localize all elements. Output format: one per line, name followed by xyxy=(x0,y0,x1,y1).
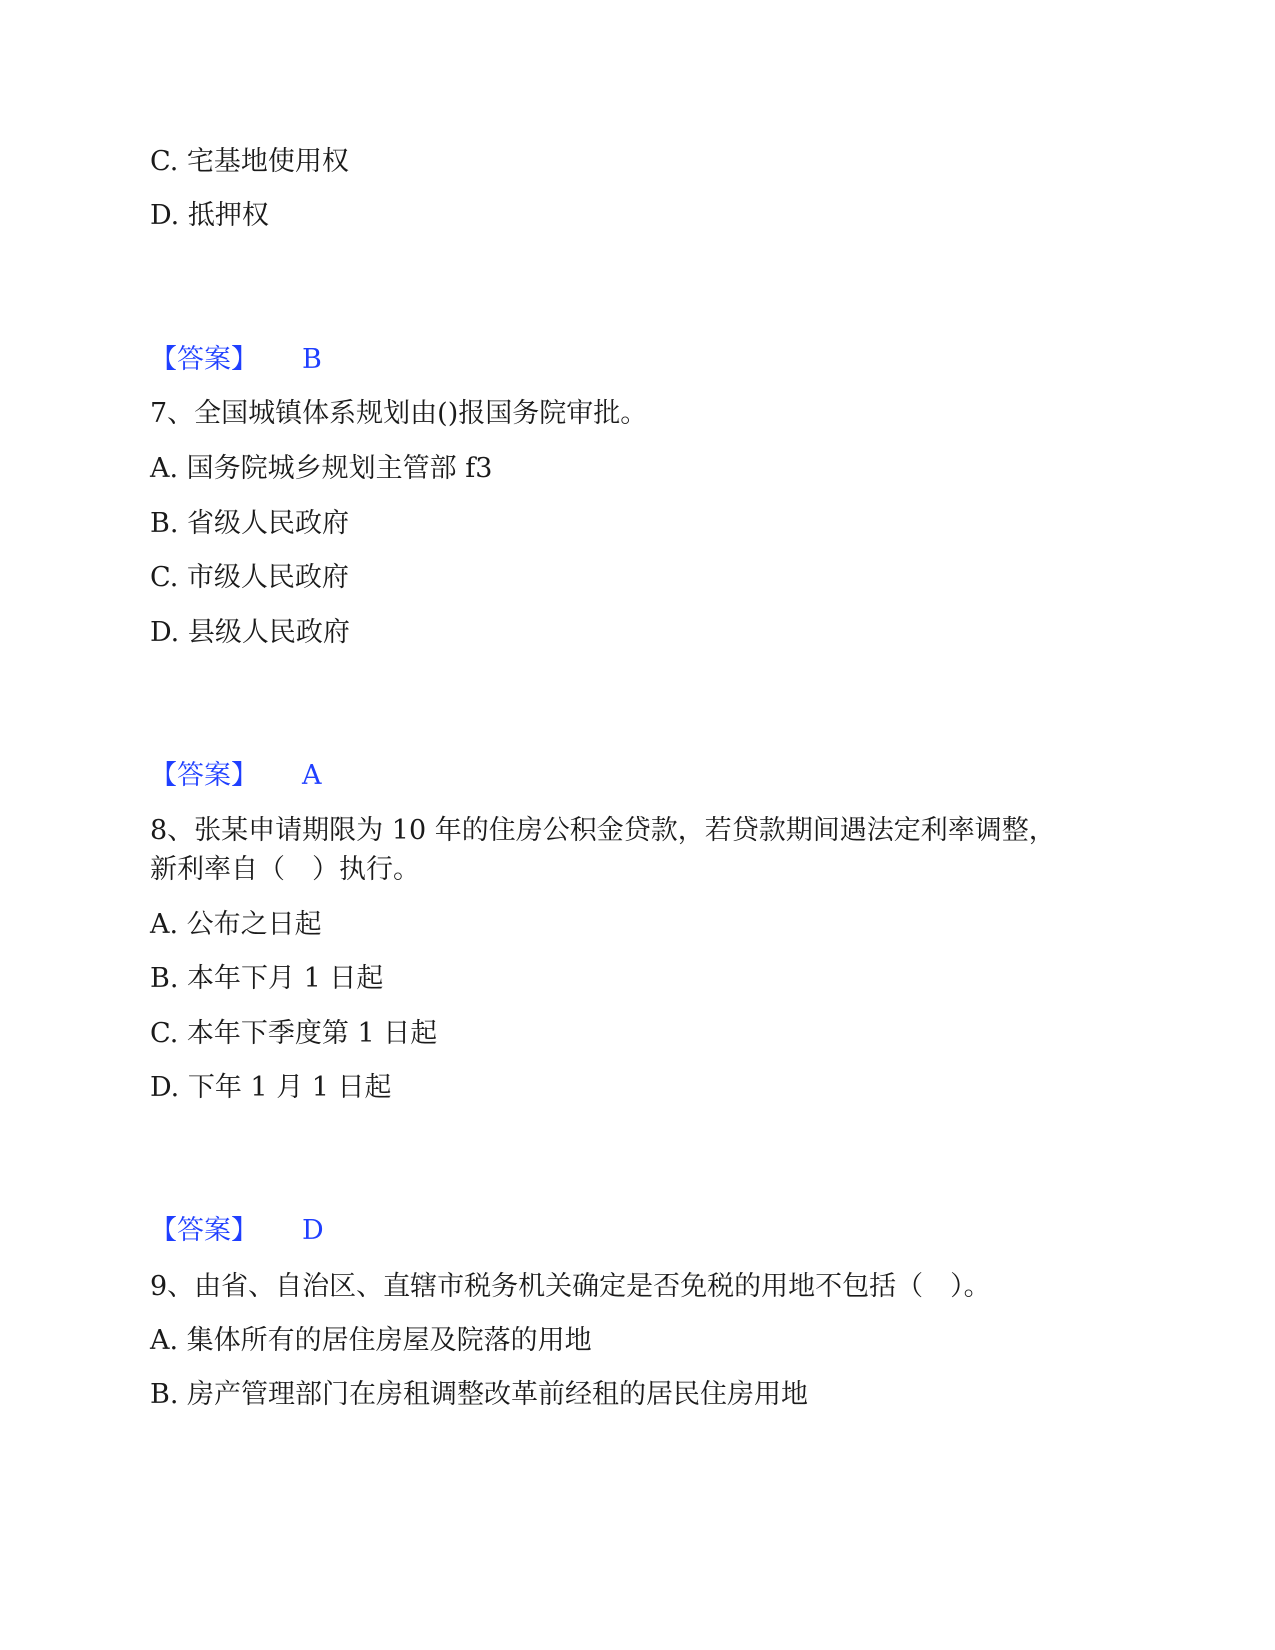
q9-option-a: A. 集体所有的居住房屋及院落的用地 xyxy=(150,1325,592,1356)
q7-option-a: A. 国务院城乡规划主管部 f3 xyxy=(150,453,493,484)
answer-label: 【答案】 xyxy=(150,344,258,375)
q9-option-b: B. 房产管理部门在房租调整改革前经租的居民住房用地 xyxy=(150,1379,809,1410)
answer-q6 xyxy=(150,343,322,377)
q7-option-d: D. 县级人民政府 xyxy=(150,617,350,648)
question-8-line-2: 新利率自（ ）执行。 xyxy=(150,854,420,885)
answer-label: 【答案】 xyxy=(150,1215,258,1246)
question-7: 7、全国城镇体系规划由()报国务院审批。 xyxy=(150,398,648,429)
q7-option-b: B. 省级人民政府 xyxy=(150,508,350,539)
answer-value: B xyxy=(302,344,322,375)
q8-option-c: C. 本年下季度第 1 日起 xyxy=(150,1018,438,1049)
answer-q8 xyxy=(150,1214,324,1248)
q8-option-b: B. 本年下月 1 日起 xyxy=(150,963,384,994)
answer-value: D xyxy=(302,1215,324,1246)
q8-option-d: D. 下年 1 月 1 日起 xyxy=(150,1072,392,1103)
q8-option-a: A. 公布之日起 xyxy=(150,909,322,940)
q6-option-d: D. 抵押权 xyxy=(150,200,269,231)
answer-label: 【答案】 xyxy=(150,760,258,791)
q7-option-c: C. 市级人民政府 xyxy=(150,562,349,593)
question-9: 9、由省、自治区、直辖市税务机关确定是否免税的用地不包括（ ）。 xyxy=(150,1271,991,1302)
answer-q7 xyxy=(150,759,322,793)
answer-value: A xyxy=(302,760,322,791)
q6-option-c: C. 宅基地使用权 xyxy=(150,146,349,177)
question-8-line-1: 8、张某申请期限为 10 年的住房公积金贷款，若贷款期间遇法定利率调整， xyxy=(150,815,1056,846)
